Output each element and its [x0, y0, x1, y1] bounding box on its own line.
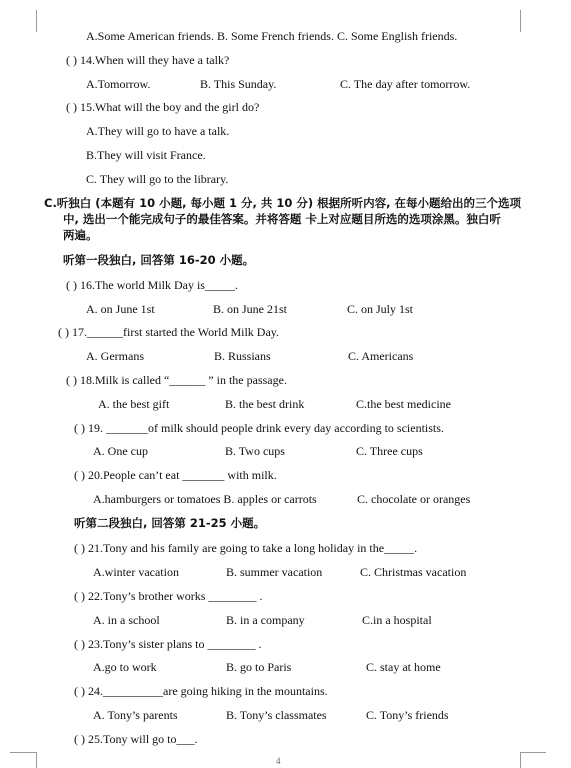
- text-line-q18: ( ) 18.Milk is called “______ ” in the passage.: [66, 373, 287, 387]
- text-line-a16a: A. on June 1st: [86, 302, 155, 316]
- text-line-a24a: A. Tony’s parents: [93, 708, 178, 722]
- crop-mark-bottom-right-v: [520, 752, 521, 768]
- text-line-a20a: A.hamburgers or tomatoes B. apples or carrots: [93, 492, 317, 506]
- text-line-a22c: C.in a hospital: [362, 613, 432, 627]
- text-line-l3b: B. This Sunday.: [200, 77, 277, 91]
- crop-mark-bottom-left-h: [10, 752, 36, 753]
- text-line-a22b: B. in a company: [226, 613, 305, 627]
- text-line-q17: ( ) 17.______first started the World Milk Day.: [58, 325, 279, 339]
- text-line-a17a: A. Germans: [86, 349, 144, 363]
- text-line-a21a: A.winter vacation: [93, 565, 179, 579]
- text-line-a20c: C. chocolate or oranges: [357, 492, 471, 506]
- page-number: 4: [276, 756, 281, 766]
- text-line-q25: ( ) 25.Tony will go to___.: [74, 732, 198, 746]
- text-line-s5: 听第二段独白, 回答第 21-25 小题。: [74, 516, 266, 530]
- text-line-a22a: A. in a school: [93, 613, 160, 627]
- text-line-a23c: C. stay at home: [366, 660, 441, 674]
- crop-mark-bottom-right-h: [520, 752, 546, 753]
- text-line-a24b: B. Tony’s classmates: [226, 708, 327, 722]
- text-line-q23: ( ) 23.Tony’s sister plans to ________ .: [74, 637, 262, 651]
- text-line-a23b: B. go to Paris: [226, 660, 292, 674]
- text-line-l4: ( ) 15.What will the boy and the girl do?: [66, 100, 260, 114]
- text-line-l2: ( ) 14.When will they have a talk?: [66, 53, 230, 67]
- crop-mark-top-left-v: [36, 10, 37, 32]
- text-line-a18a: A. the best gift: [98, 397, 170, 411]
- text-line-l3c: C. The day after tomorrow.: [340, 77, 471, 91]
- text-line-s3: 两遍。: [63, 228, 98, 242]
- text-line-l1: A.Some American friends. B. Some French friends. C. Some English friends.: [86, 29, 458, 43]
- text-line-a23a: A.go to work: [93, 660, 157, 674]
- text-line-a19b: B. Two cups: [225, 444, 285, 458]
- text-line-a17b: B. Russians: [214, 349, 271, 363]
- text-line-q16: ( ) 16.The world Milk Day is_____.: [66, 278, 238, 292]
- text-line-s1: C.听独白 (本题有 10 小题, 每小题 1 分, 共 10 分) 根据所听内容, 在每小题给出的三个选项: [44, 196, 521, 210]
- text-line-l7: C. They will go to the library.: [86, 172, 229, 186]
- text-line-a16b: B. on June 21st: [213, 302, 288, 316]
- text-line-q19: ( ) 19. _______of milk should people drink every day according to scientists.: [74, 421, 444, 435]
- text-line-q20: ( ) 20.People can’t eat _______ with milk.: [74, 468, 277, 482]
- crop-mark-top-right-v: [520, 10, 521, 32]
- text-line-q21: ( ) 21.Tony and his family are going to take a long holiday in the_____.: [74, 541, 418, 555]
- text-line-q22: ( ) 22.Tony’s brother works ________ .: [74, 589, 263, 603]
- text-line-s4: 听第一段独白, 回答第 16-20 小题。: [63, 253, 255, 267]
- text-line-a17c: C. Americans: [348, 349, 414, 363]
- text-line-a19a: A. One cup: [93, 444, 148, 458]
- text-line-s2: 中, 选出一个能完成句子的最佳答案。并将答题 卡上对应题目所选的选项涂黑。独白听: [63, 212, 501, 226]
- text-line-l6: B.They will visit France.: [86, 148, 206, 162]
- text-line-a24c: C. Tony’s friends: [366, 708, 449, 722]
- text-line-a21c: C. Christmas vacation: [360, 565, 467, 579]
- text-line-q24: ( ) 24.__________are going hiking in the mountains.: [74, 684, 328, 698]
- crop-mark-bottom-left-v: [36, 752, 37, 768]
- text-line-a16c: C. on July 1st: [347, 302, 414, 316]
- text-line-a18b: B. the best drink: [225, 397, 305, 411]
- text-line-a19c: C. Three cups: [356, 444, 423, 458]
- text-line-a18c: C.the best medicine: [356, 397, 451, 411]
- text-line-l5: A.They will go to have a talk.: [86, 124, 230, 138]
- text-line-l3a: A.Tomorrow.: [86, 77, 151, 91]
- text-line-a21b: B. summer vacation: [226, 565, 323, 579]
